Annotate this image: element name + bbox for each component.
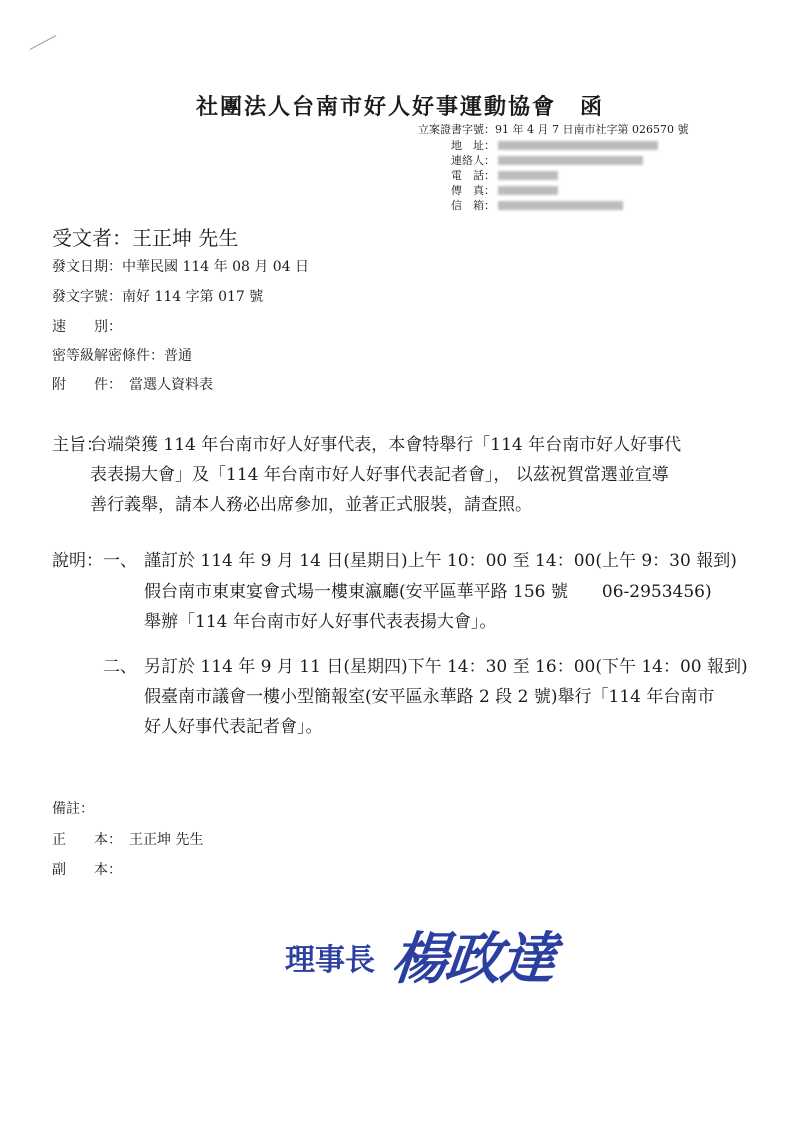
subject-line: 台端榮獲 114 年台南市好人好事代表，本會特舉行「114 年台南市好人好事代 [90,435,682,455]
item-number: 二、 [103,657,137,677]
redacted-value [498,201,623,210]
document-title: 社團法人台南市好人好事運動協會 函 [195,94,604,120]
scan-mark [30,35,57,50]
redacted-value [498,141,658,150]
notes-label: 備註： [52,801,94,817]
recipient: 受文者：王正坤 先生 [52,226,239,250]
redacted-value [498,156,643,165]
original-recipient: 正 本： 王正坤 先生 [52,832,204,848]
explanation-line: 好人好事代表記者會」。 [144,717,323,737]
document-number: 發文字號：南好 114 字第 017 號 [52,289,264,305]
item-number: 一、 [103,551,137,571]
explanation-line: 舉辦「114 年台南市好人好事代表表揚大會」。 [144,612,497,632]
registration-number: 立案證書字號：91 年 4 月 7 日南市社字第 026570 號 [418,123,689,136]
classification: 密等級解密條件：普通 [52,348,192,364]
redacted-value [498,171,558,180]
urgency: 速 別： [52,319,122,335]
phone-row: 電 話： [400,168,658,183]
copy-recipient: 副 本： [52,862,122,878]
explanation-line: 假台南市東東宴會式場一樓東瀛廳(安平區華平路 156 號 06-2953456) [144,582,712,602]
attachment: 附 件： 當選人資料表 [52,377,213,393]
fax-row: 傳 真： [400,183,658,198]
email-row: 信 箱： [400,198,658,213]
explanation-line: 另訂於 114 年 9 月 11 日(星期四)下午 14：30 至 16：00(下午 14：00 報到) [144,657,748,677]
explanation-line: 假臺南市議會一樓小型簡報室(安平區永華路 2 段 2 號)舉行「114 年台南市 [144,687,715,707]
subject-label: 主旨： [52,435,103,455]
explanation-line: 謹訂於 114 年 9 月 14 日(星期日)上午 10：00 至 14：00(上午 9：30 報到) [144,551,737,571]
subject-line: 善行義舉，請本人務必出席參加，並著正式服裝，請查照。 [90,495,532,515]
signature-title: 理事長 [285,943,375,978]
contact-block [400,138,658,213]
issue-date: 發文日期：中華民國 114 年 08 月 04 日 [52,259,310,275]
explanation-label: 說明： [52,551,103,571]
contact-row: 連絡人： [400,153,658,168]
address-row: 地 址： [400,138,658,153]
signature-name: 楊政達 [388,926,558,992]
subject-line: 表表揚大會」及「114 年台南市好人好事代表記者會」， 以茲祝賀當選並宣導 [90,465,669,485]
redacted-value [498,186,558,195]
